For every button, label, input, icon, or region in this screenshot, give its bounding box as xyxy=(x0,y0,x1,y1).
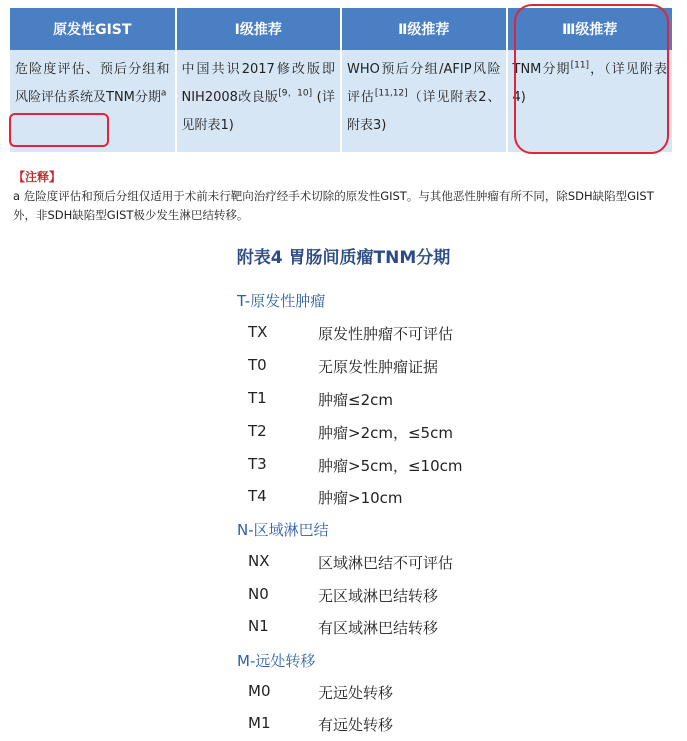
cell-level-3-after: ，（详见附表4) xyxy=(512,62,667,105)
cell-level-1-sup: [9，10] xyxy=(278,88,313,99)
cell-primary-tnm: TNM分期 xyxy=(106,90,161,105)
section-heading-n: N-区域淋巴结 xyxy=(237,521,329,539)
stage-desc: 无原发性肿瘤证据 xyxy=(318,358,439,376)
note-title: 【注释】 xyxy=(13,170,62,184)
stage-desc: 有区域淋巴结转移 xyxy=(318,619,439,637)
highlight-box-level-3 xyxy=(514,4,669,154)
note-text: a 危险度评估和预后分组仅适用于术前未行靶向治疗经手术切除的原发性GIST。与其他恶性肿瘤有所不同，除SDH缺陷型GIST外，非SDH缺陷型GIST极少发生淋巴结转移。 xyxy=(13,189,654,222)
stage-desc: 肿瘤>10cm xyxy=(318,489,403,507)
highlight-box-tnm xyxy=(9,113,109,147)
stage-desc: 无远处转移 xyxy=(318,684,394,702)
stage-desc: 有远处转移 xyxy=(318,716,394,734)
cell-level-1-after: (详见附表1) xyxy=(181,90,335,133)
header-level-1: Ⅰ级推荐 xyxy=(176,8,342,50)
cell-primary-sup: a xyxy=(160,88,167,99)
cell-level-2-after: （详见附表2、附表3) xyxy=(347,90,501,133)
stage-code: N1 xyxy=(248,617,269,635)
stage-desc: 肿瘤>2cm，≤5cm xyxy=(318,424,453,442)
stage-code: TX xyxy=(248,323,268,341)
cell-level-1 xyxy=(176,50,342,152)
section-heading-m: M-远处转移 xyxy=(237,652,316,670)
stage-code: T4 xyxy=(248,487,267,505)
stage-code: M0 xyxy=(248,682,271,700)
stage-desc: 肿瘤≤2cm xyxy=(318,391,393,409)
stage-desc: 无区域淋巴结转移 xyxy=(318,587,439,605)
stage-code: T3 xyxy=(248,455,267,473)
stage-desc: 原发性肿瘤不可评估 xyxy=(318,325,454,343)
cell-level-2-sup: [11,12] xyxy=(374,88,408,99)
header-primary-gist: 原发性GIST xyxy=(10,8,176,50)
header-level-2: Ⅱ级推荐 xyxy=(341,8,507,50)
cell-primary-text: 危险度评估、预后分组和风险评估系统及 xyxy=(15,62,170,105)
stage-desc: 肿瘤>5cm，≤10cm xyxy=(318,457,463,475)
stage-code: N0 xyxy=(248,585,269,603)
section-heading-t: T-原发性肿瘤 xyxy=(237,292,326,310)
cell-level-3-text: TNM分期 xyxy=(512,62,571,77)
cell-level-3-sup: [11] xyxy=(570,60,590,71)
cell-level-2 xyxy=(341,50,507,152)
stage-code: M1 xyxy=(248,714,271,732)
header-level-3: Ⅲ级推荐 xyxy=(507,8,673,50)
stage-code: T1 xyxy=(248,389,267,407)
appendix-title: 附表4 胃肠间质瘤TNM分期 xyxy=(236,248,451,268)
cell-level-2-text: WHO预后分组/AFIP风险评估 xyxy=(347,62,501,105)
stage-desc: 区域淋巴结不可评估 xyxy=(318,554,454,572)
stage-code: T0 xyxy=(248,356,267,374)
stage-code: NX xyxy=(248,552,270,570)
cell-level-1-text: 中国共识2017修改版即NIH2008改良版 xyxy=(181,62,335,105)
stage-code: T2 xyxy=(248,422,267,440)
